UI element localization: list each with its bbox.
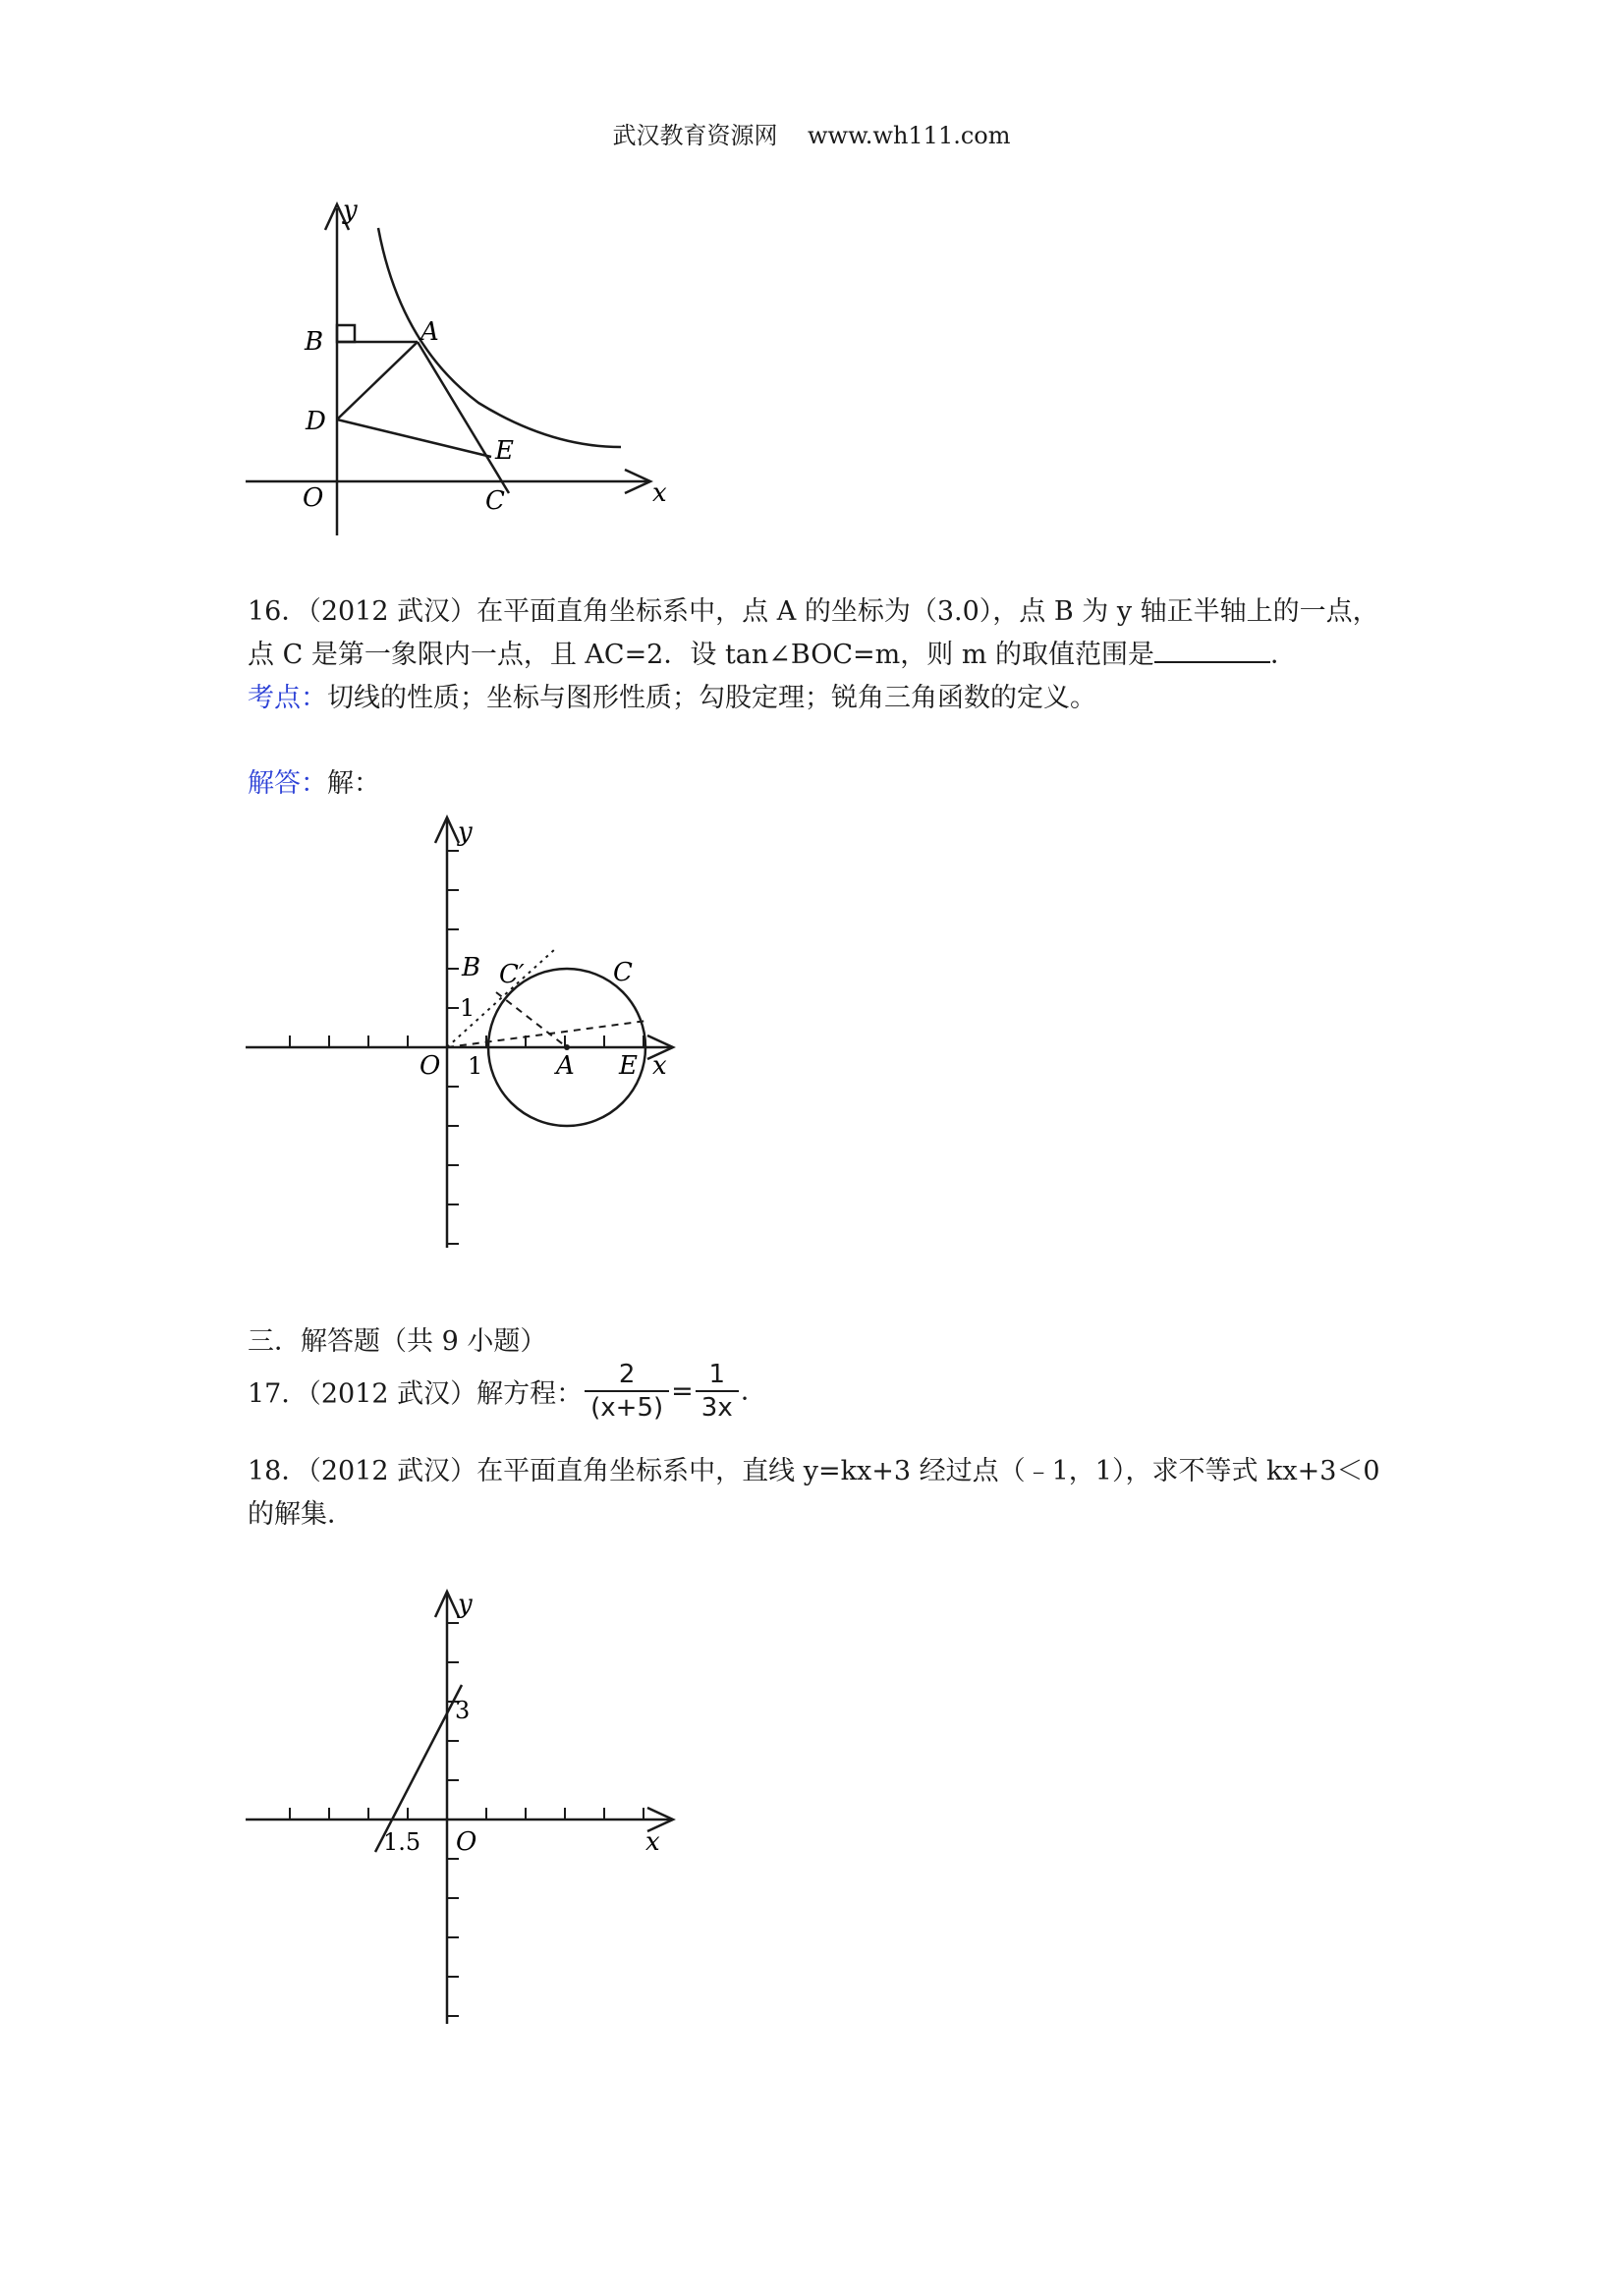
answer-blank[interactable] [1154, 638, 1270, 663]
fig1-label-B: B [305, 327, 324, 357]
fig1-label-E: E [495, 436, 514, 466]
header-site: 武汉教育资源网 [612, 122, 778, 149]
fig1-label-y: y [343, 196, 358, 225]
fig2-label-O: O [420, 1051, 441, 1081]
q17-line [248, 1359, 749, 1424]
fig2-label-y: y [458, 817, 473, 847]
fig2-label-C: C [613, 958, 633, 987]
fig3-label-y: y [458, 1590, 473, 1619]
q17-lhs-fraction [585, 1359, 669, 1424]
fig3-label-neg-1-5: 1.5 [383, 1828, 421, 1856]
q17-prefix: 17．（2012 武汉）解方程： [248, 1378, 584, 1410]
kaodian-label: 考点： [248, 683, 327, 713]
fig2-label-A: A [556, 1051, 575, 1081]
fig1-label-D: D [306, 407, 326, 436]
header-url: www.wh111.com [808, 122, 1011, 149]
fig1-label-x: x [652, 478, 667, 508]
q16-line-1: 16．（2012 武汉）在平面直角坐标系中，点 A 的坐标为（3.0），点 B 为 y 轴正半轴上的一点， [248, 596, 1379, 627]
q18-line-1: 18．（2012 武汉）在平面直角坐标系中，直线 y=kx+3 经过点（﹣1，1），求不等式 kx+3＜0 [248, 1456, 1380, 1486]
q17-rhs-denominator: 3x [700, 1393, 733, 1423]
figure-2-circle [236, 806, 688, 1258]
q16-line-2-end: ． [1270, 640, 1298, 670]
fig2-label-B: B [462, 953, 481, 982]
fig2-label-1-y: 1 [460, 994, 476, 1022]
q16-jieda [248, 761, 380, 800]
jieda-text: 解： [327, 768, 380, 799]
section-3-title: 三．解答题（共 9 小题） [248, 1326, 547, 1357]
figure-3-line-graph [236, 1572, 688, 2034]
kaodian-text: 切线的性质；坐标与图形性质；勾股定理；锐角三角函数的定义。 [327, 683, 1096, 713]
fig2-label-Cprime: C′ [499, 960, 525, 989]
fig2-label-x: x [652, 1051, 667, 1081]
q17-lhs-denominator: (x+5) [590, 1393, 664, 1423]
q17-lhs-numerator: 2 [585, 1359, 669, 1392]
q17-end: . [740, 1375, 750, 1407]
fig2-label-1-x: 1 [468, 1052, 483, 1080]
figure-1-hyperbola [236, 192, 688, 545]
fig3-label-3: 3 [455, 1697, 471, 1724]
fig1-label-C: C [485, 486, 505, 516]
q16-line-2 [248, 633, 1297, 671]
q16-kaodian [248, 676, 1096, 714]
q17-rhs-fraction [696, 1359, 739, 1424]
page-header [0, 116, 1623, 150]
fig2-label-E: E [619, 1051, 638, 1081]
fig3-label-x: x [645, 1827, 660, 1857]
fig3-label-O: O [456, 1827, 477, 1857]
q17-rhs-numerator: 1 [696, 1359, 739, 1392]
jieda-label: 解答： [248, 768, 327, 799]
q18-line-2: 的解集． [248, 1499, 354, 1530]
q16-line-2-text: 点 C 是第一象限内一点，且 AC=2．设 tan∠BOC=m，则 m 的取值范围是 [248, 640, 1155, 670]
q17-equals: = [671, 1375, 694, 1407]
fig1-label-A: A [420, 317, 439, 347]
fig1-label-O: O [303, 483, 324, 513]
